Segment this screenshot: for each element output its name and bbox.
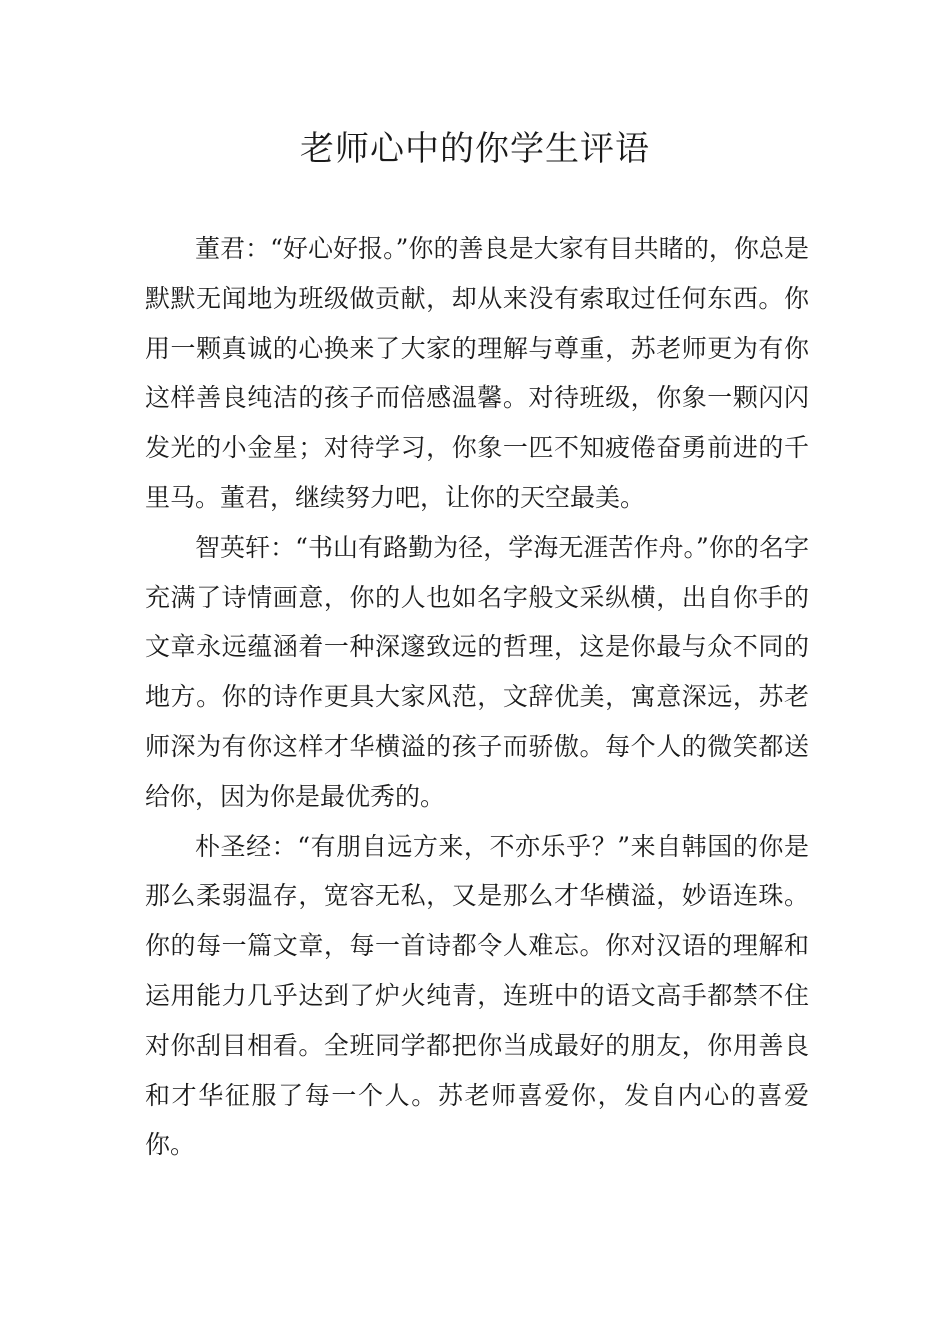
paragraph-comment-zhiyingxuan: 智英轩：“书山有路勤为径，学海无涯苦作舟。”你的名字充满了诗情画意，你的人也如名字般文采纵横，出自你手的文章永远蕴涵着一种深邃致远的哲理，这是你最与众不同的地方。你的诗作更具大家风范，文辞优美，寓意深远，苏老师深为有你这样才华横溢的孩子而骄傲。每个人的微笑都送给你，因为你是最优秀的。 xyxy=(145,532,809,811)
paragraph-comment-dongjun: 董君：“好心好报。”你的善良是大家有目共睹的，你总是默默无闻地为班级做贡献，却从来没有索取过任何东西。你用一颗真诚的心换来了大家的理解与尊重，苏老师更为有你这样善良纯洁的孩子而倍感温馨。对待班级，你象一颗闪闪发光的小金星；对待学习，你象一匹不知疲倦奋勇前进的千里马。董君，继续努力吧，让你的天空最美。 xyxy=(145,234,809,512)
paragraph-comment-piaoshengjing: 朴圣经：“有朋自远方来，不亦乐乎？”来自韩国的你是那么柔弱温存，宽容无私，又是那么才华横溢，妙语连珠。你的每一篇文章，每一首诗都令人难忘。你对汉语的理解和运用能力几乎达到了炉火纯青，连班中的语文高手都禁不住对你刮目相看。全班同学都把你当成最好的朋友，你用善良和才华征服了每一个人。苏老师喜爱你，发自内心的喜爱你。 xyxy=(145,831,809,1160)
document-body xyxy=(145,224,809,1170)
document-title: 老师心中的你学生评语 xyxy=(300,129,650,169)
